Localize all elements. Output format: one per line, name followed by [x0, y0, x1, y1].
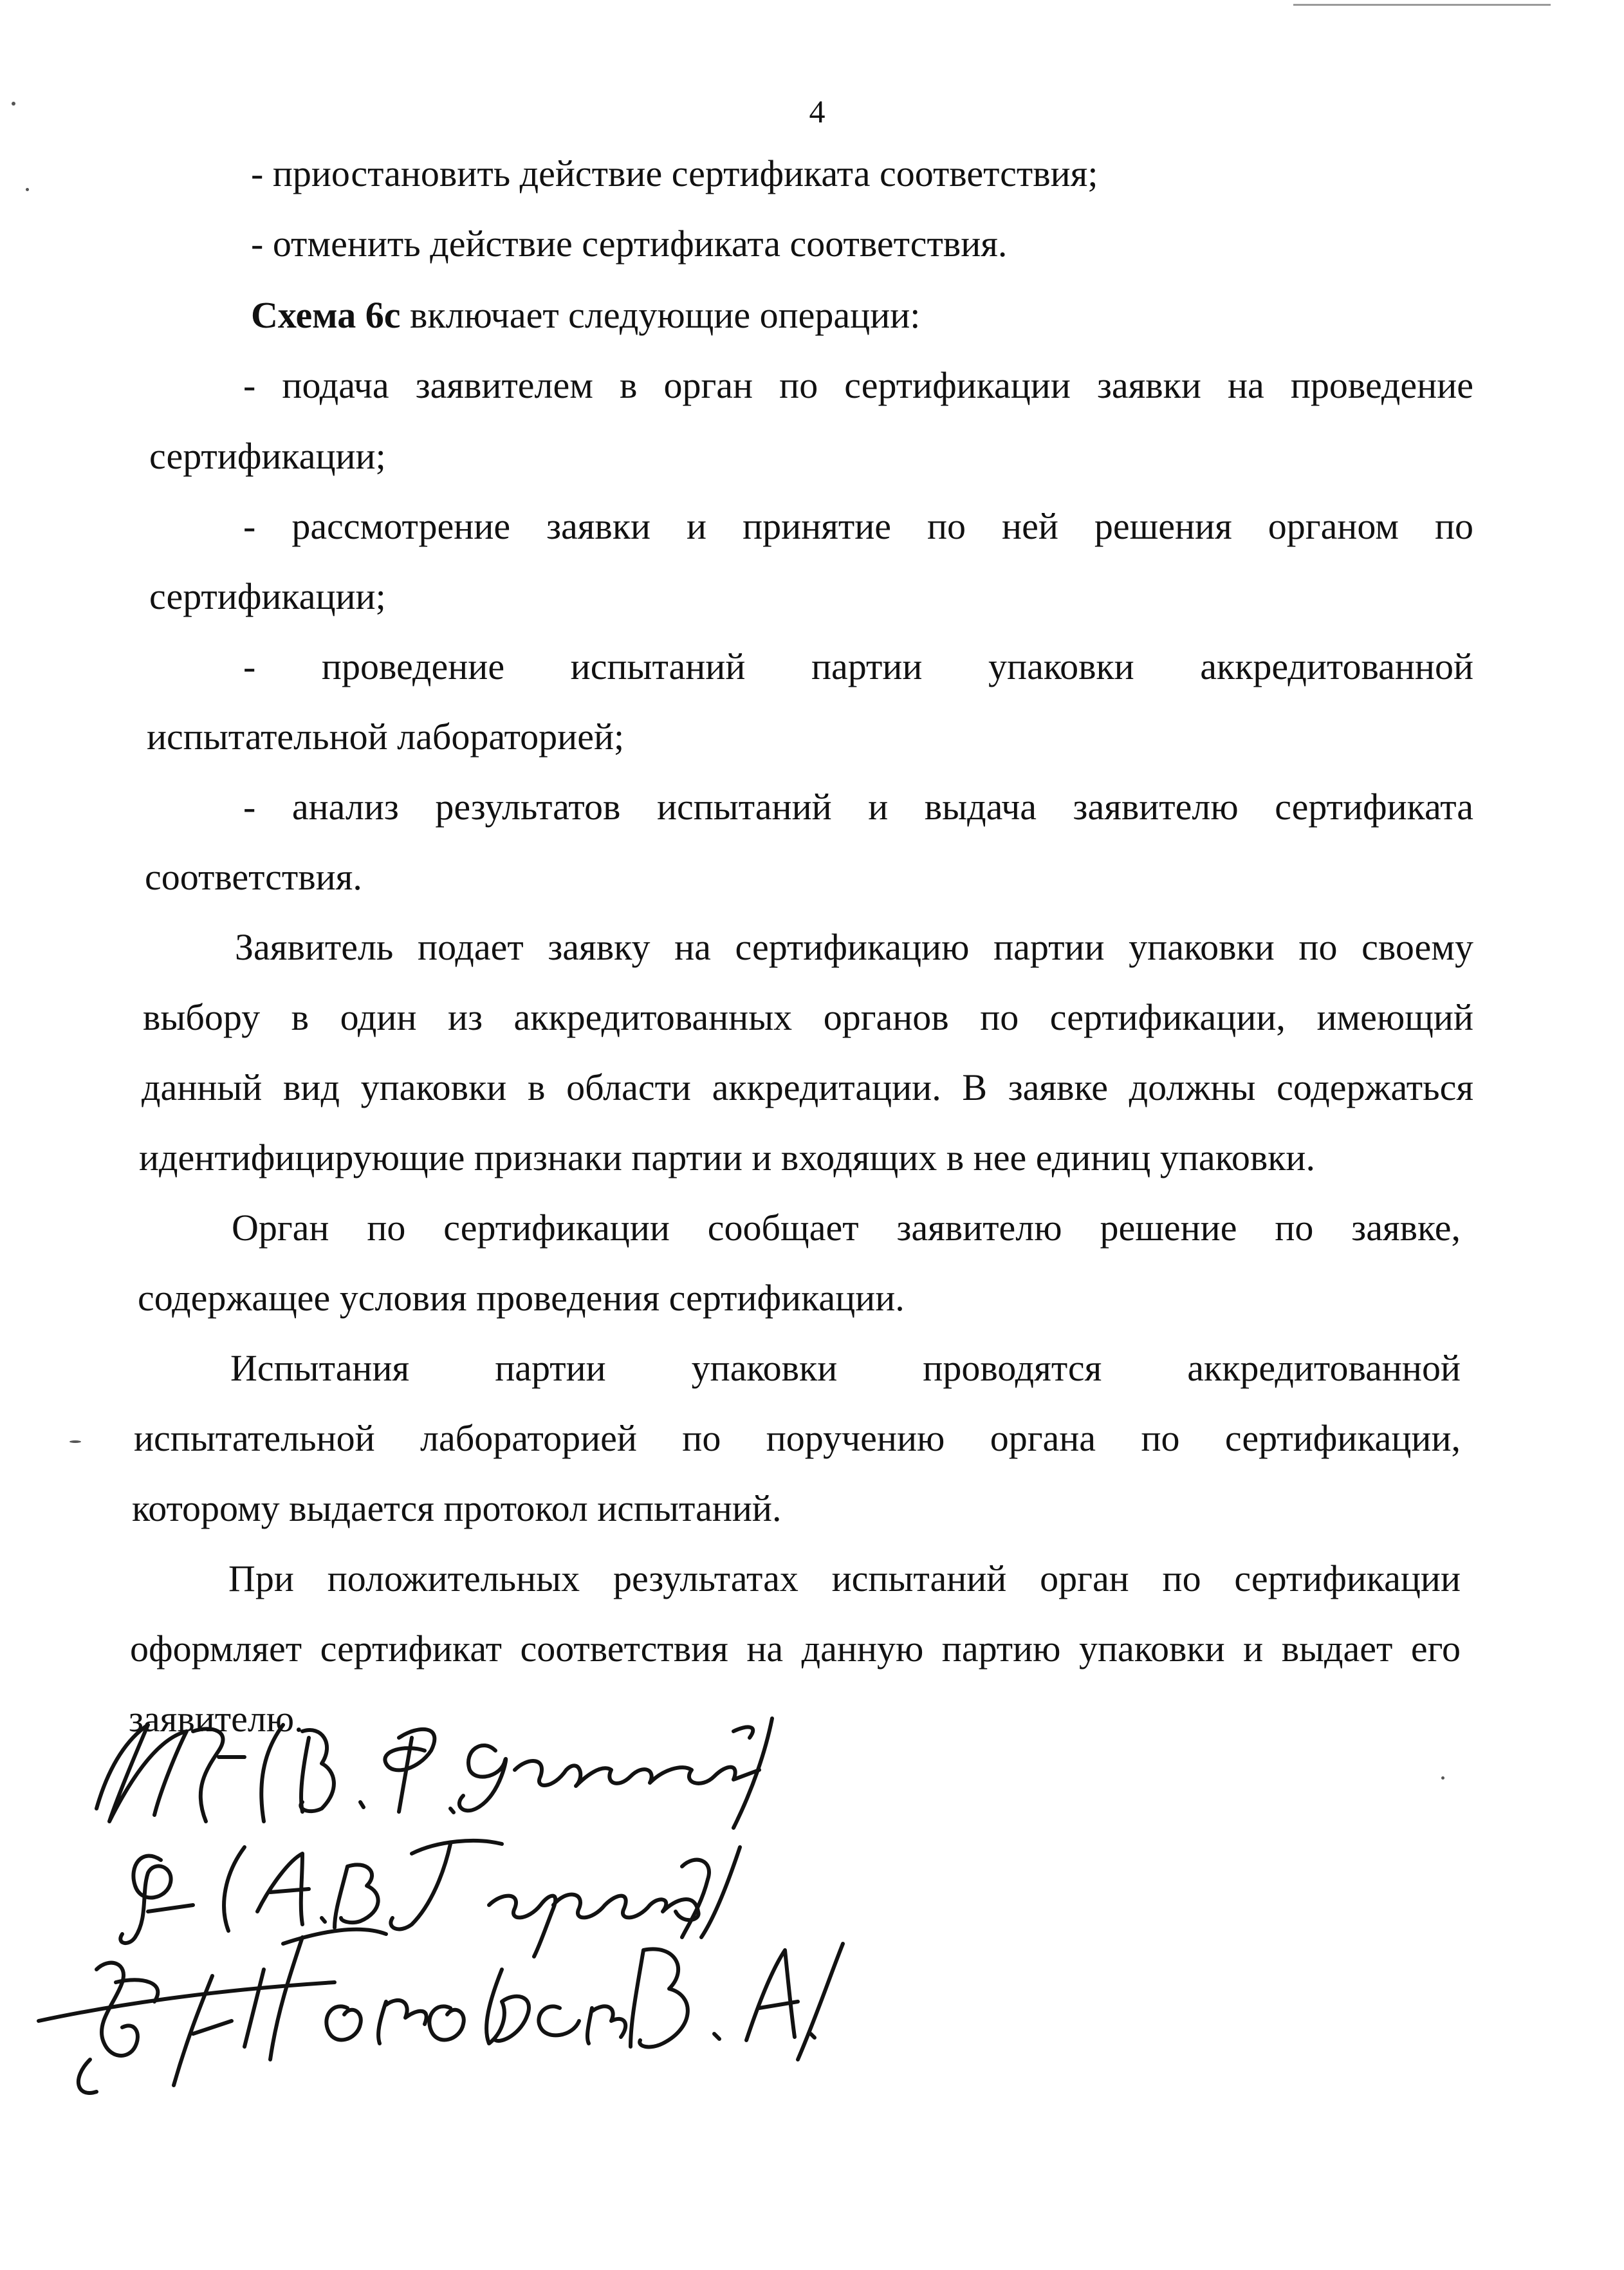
text-line-1: - приостановить действие сертификата соответствия; — [251, 153, 1098, 194]
top-rule — [1293, 4, 1551, 6]
scan-speck — [12, 102, 15, 106]
text-line-13: выбору в один из аккредитованных органов по сертификации, имеющий — [143, 996, 1473, 1038]
text-line-3 — [251, 293, 920, 338]
text-line-11: соответствия. — [145, 856, 362, 898]
text-line-15: идентифицирующие признаки партии и входящих в нее единиц упаковки. — [139, 1137, 1315, 1178]
text-line-21: При положительных результатах испытаний орган по сертификации — [228, 1558, 1461, 1599]
text-line-20: которому выдается протокол испытаний. — [132, 1487, 782, 1529]
text-line-4: - подача заявителем в орган по сертификации заявки на проведение — [243, 364, 1473, 406]
text-line-17: содержащее условия проведения сертификации. — [138, 1277, 905, 1319]
text-line-18: Испытания партии упаковки проводятся аккредитованной — [230, 1347, 1461, 1389]
signatures-block — [0, 1699, 1624, 2111]
text-line-23: заявителю. — [129, 1698, 304, 1740]
text-line-16: Орган по сертификации сообщает заявителю решение по заявке, — [232, 1207, 1461, 1249]
text-line-6: - рассмотрение заявки и принятие по ней решения органом по — [243, 505, 1473, 547]
page-number: 4 — [809, 93, 826, 129]
text-line-14: данный вид упаковки в области аккредитации. В заявке должны содержаться — [142, 1066, 1473, 1108]
text-line-10: - анализ результатов испытаний и выдача заявителю сертификата — [243, 786, 1473, 828]
text-line-2: - отменить действие сертификата соответствия. — [251, 223, 1008, 265]
text-line-12: Заявитель подает заявку на сертификацию партии упаковки по своему — [235, 926, 1473, 968]
text-line-5: сертификации; — [149, 435, 386, 477]
scheme-label: Схема 6с — [251, 294, 401, 336]
scan-speck — [26, 188, 29, 191]
text-line-8: - проведение испытаний партии упаковки аккредитованной — [243, 646, 1473, 687]
signature-2 — [120, 1841, 740, 1957]
scheme-intro: включает следующие операции: — [410, 294, 921, 336]
text-line-7: сертификации; — [149, 575, 386, 617]
text-line-22: оформляет сертификат соответствия на данную партию упаковки и выдает его — [130, 1628, 1461, 1670]
scan-speck — [69, 1440, 81, 1443]
signature-1 — [97, 1718, 772, 1828]
text-line-9: испытательной лабораторией; — [147, 716, 625, 758]
text-line-19: испытательной лабораторией по поручению органа по сертификации, — [134, 1417, 1461, 1459]
signature-3 — [39, 1930, 843, 2093]
